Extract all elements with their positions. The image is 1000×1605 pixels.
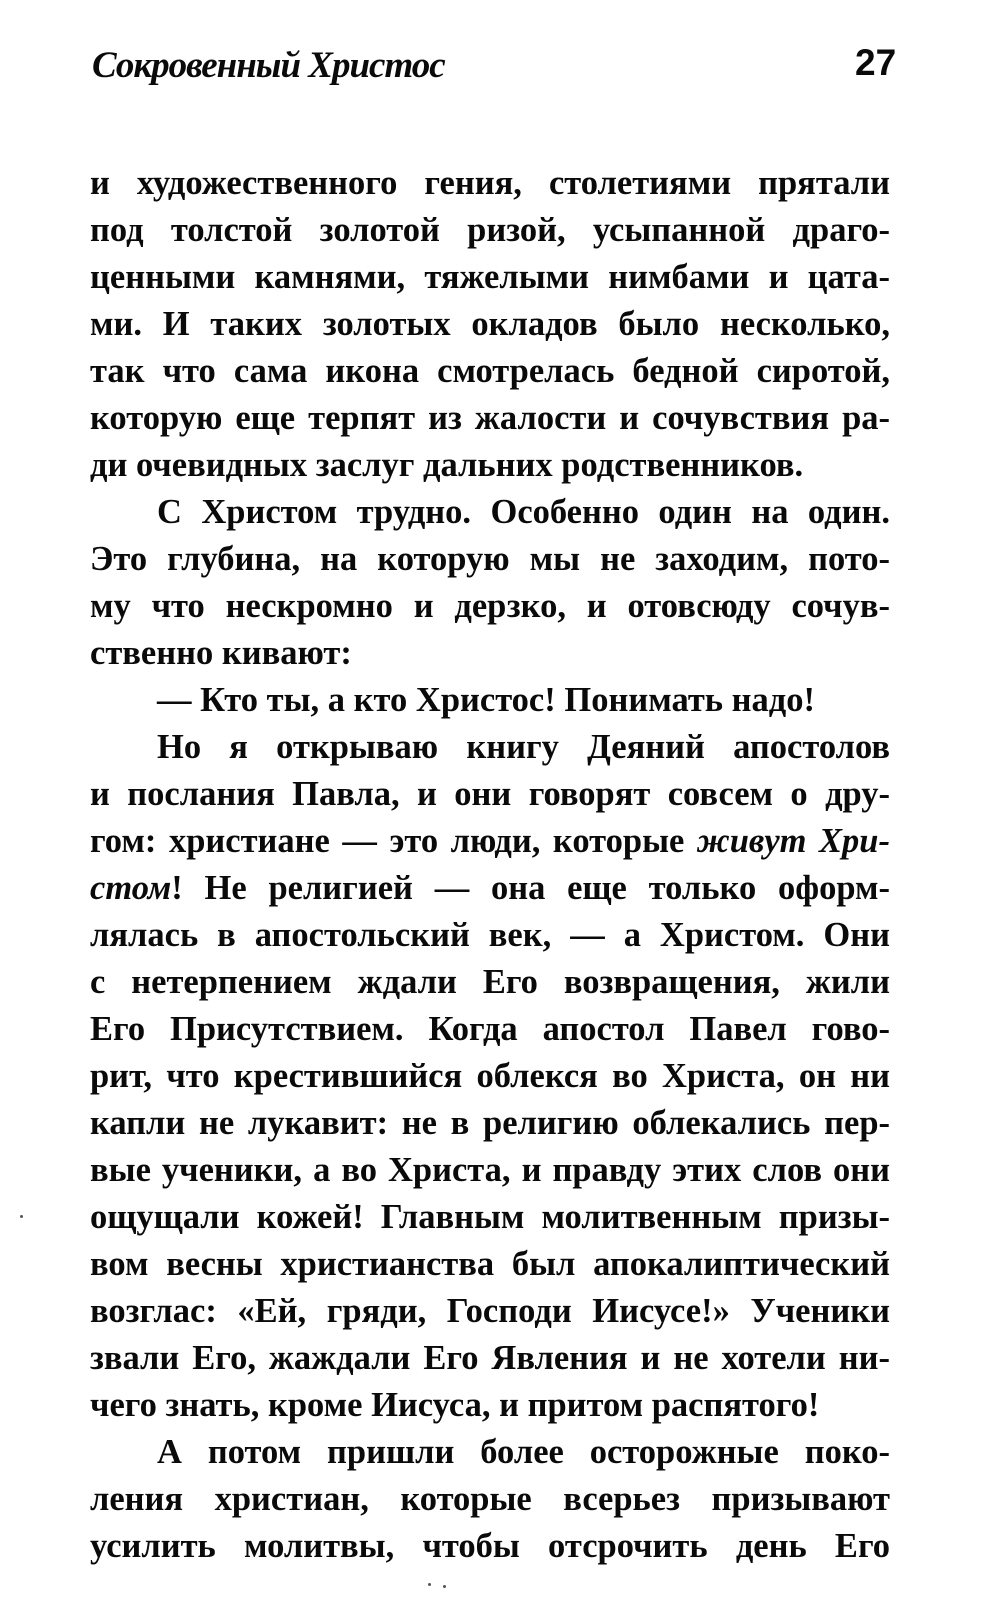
text-line: Его Присутствием. Когда апостол Павел гово-	[90, 1010, 890, 1048]
scan-speck	[443, 1585, 446, 1588]
text-line: Это глубина, на которую мы не заходим, пото-	[90, 540, 890, 578]
text-line: ления христиан, которые всерьез призывают	[90, 1480, 890, 1518]
text-line: звали Его, жаждали Его Явления и не хотели ни-	[90, 1339, 890, 1377]
text-line: А потом пришли более осторожные поко-	[157, 1433, 890, 1471]
text-line: чего знать, кроме Иисуса, и притом распятого!	[90, 1386, 820, 1424]
text-line: рит, что крестившийся облекся во Христа, он ни	[90, 1057, 890, 1095]
text-line: вые ученики, а во Христа, и правду этих слов они	[90, 1151, 890, 1189]
text-line: под толстой золотой ризой, усыпанной драго-	[90, 211, 890, 249]
text-line: ценными камнями, тяжелыми нимбами и цата-	[90, 258, 890, 296]
text-line: — Кто ты, а кто Христос! Понимать надо!	[157, 681, 815, 719]
text-line: стом! Не религией — она еще только оформ-	[90, 869, 890, 907]
running-title: Сокровенный Христос	[92, 45, 445, 86]
text-line: С Христом трудно. Особенно один на один.	[157, 493, 890, 531]
text-line: возглас: «Ей, гряди, Господи Иисусе!» Ученики	[90, 1292, 890, 1330]
text-line: гом: христиане — это люди, которые живут Хри-	[90, 822, 890, 860]
text-line: капли не лукавит: не в религию облекались пер-	[90, 1104, 890, 1142]
scan-speck	[428, 1583, 431, 1586]
scan-speck	[20, 1215, 23, 1218]
text-line: Но я открываю книгу Деяний апостолов	[157, 728, 890, 766]
text-line: которую еще терпят из жалости и сочувствия ра-	[90, 399, 890, 437]
text-line: ощущали кожей! Главным молитвенным призы-	[90, 1198, 890, 1236]
text-line: ди очевидных заслуг дальних родственников.	[90, 446, 804, 484]
page-number: 27	[855, 42, 897, 83]
text-line: лялась в апостольский век, — а Христом. Они	[90, 916, 890, 954]
text-line: и художественного гения, столетиями прятали	[90, 164, 890, 202]
text-line: ственно кивают:	[90, 634, 352, 672]
text-line: вом весны христианства был апокалиптический	[90, 1245, 890, 1283]
text-line: ми. И таких золотых окладов было несколько,	[90, 305, 890, 343]
text-line: и послания Павла, и они говорят совсем о дру-	[90, 775, 890, 813]
text-line: с нетерпением ждали Его возвращения, жили	[90, 963, 890, 1001]
text-line: му что нескромно и дерзко, и отовсюду сочув-	[90, 587, 890, 625]
text-line: усилить молитвы, чтобы отсрочить день Его	[90, 1527, 890, 1565]
italic-emphasis: живут Хри-	[696, 822, 890, 860]
text-line: так что сама икона смотрелась бедной сиротой,	[90, 352, 890, 390]
italic-emphasis: стом	[90, 869, 172, 907]
